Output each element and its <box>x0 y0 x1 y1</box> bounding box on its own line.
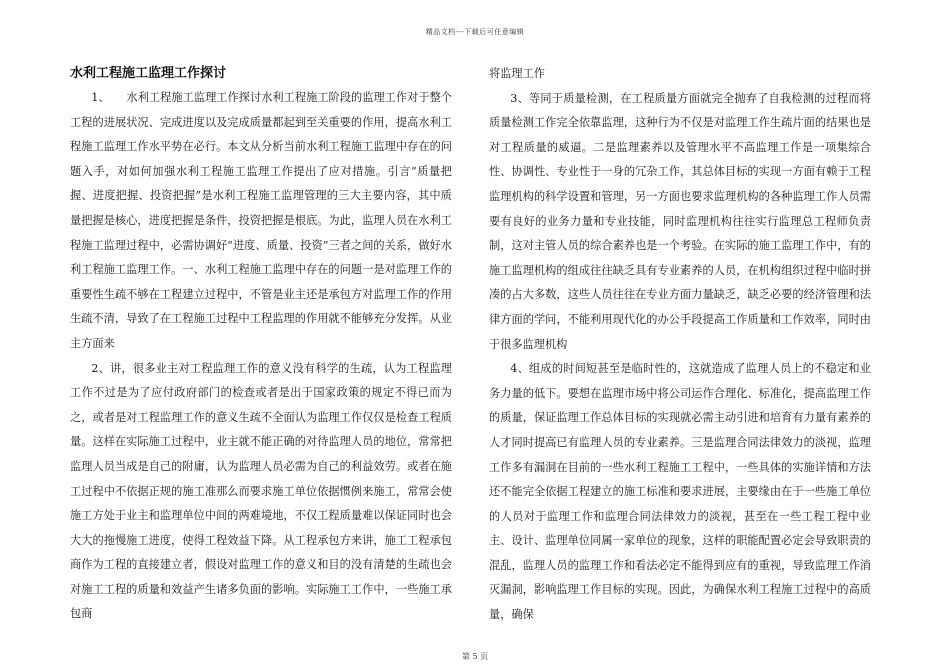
left-column <box>70 62 452 627</box>
paragraph-3: 3、等同于质量检测，在工程质量方面就完全抛弃了自我检测的过程而将质量检测工作完全依靠监理，这种行为不仅是对监理工作生疏片面的结果也是对工程质量的威逼。二是监理素养以及管理水平不高监理工作是一项集综合性、协调性、专业性于一身的冗杂工作，其总体目标的实现一方面有赖于工程监理机构的科学设置和管理，另一方面也要求监理机构的各种监理工作人员需要有良好的业务力量和专业技能，同时监理机构往往实行监理总工程师负责制，这对主管人员的综合素养也是一个考验。在实际的施工监理工作中，有的施工监理机构的组成往往缺乏具有专业素养的人员，在机构组织过程中临时拼凑的占大多数，这些人员往往在专业方面力量缺乏，缺乏必要的经济管理和法律方面的学问，不能利用现代化的办公手段提高工作质量和工作效率，同时由于很多监理机构 <box>489 91 871 351</box>
paragraph-1: 1、 水利工程施工监理工作探讨水利工程施工阶段的监理工作对于整个工程的进展状况、完成进度以及完成质量都起到至关重要的作用，提高水利工程施工监理工作水平势在必行。本文从分析当前水利工程施工监理中存在的问题入手，对如何加强水利工程施工监理工作提出了应对措施。引言“质量把握、进度把握、投资把握”是水利工程施工监理管理的三大主要内容，其中质量把握是核心，进度把握是条件，投资把握是根底。为此，监理人员在水利工程施工监理过程中，必需协调好“进度、质量、投资”三者之间的关系，做好水利工程施工监理工作。一、水利工程施工监理中存在的问题一是对监理工作的重要性生疏不够在工程建立过程中，不管是业主还是承包方对监理工作的作用生疏不清，导致了在工程施工过程中工程监理的作用就不能够充分发挥。从业主方面来 <box>70 91 452 350</box>
paragraph-2: 2、讲，很多业主对工程监理工作的意义没有科学的生疏，认为工程监理工作不过是为了应付政府部门的检查或者是出于国家政策的规定不得已而为之，或者是对工程监理工作的意义生疏不全面认为监理工作仅仅是检查工程质量。这样在实际施工过程中，业主就不能正确的对待监理人员的地位，常常把监理人员当成是自己的附庸，认为监理人员必需为自己的利益效劳。或者在施工过程中不依据正规的施工准那么而要求施工单位依据惯例来施工，常常会使施工方处于业主和监理单位中间的两难境地，不仅工程质量难以保证同时也会大大的拖慢施工进度，使得工程效益下降。从工程承包方来讲，施工工程承包商作为工程的直接建立者，假设对监理工作的意义和目的没有清楚的生疏也会对施工工程的质量和效益产生诸多负面的影响。实际施工工作中，一些施工承包商 <box>70 361 452 621</box>
document-title: 水利工程施工监理工作探讨 <box>70 66 227 81</box>
page-number: 第 5 页 <box>461 652 489 661</box>
paragraph-4: 4、组成的时间短甚至是临时性的，这就造成了监理人员上的不稳定和业务力量的低下。要想在监理市场中将公司运作合理化、标准化，提高监理工作的质量，保证监理工作总体目标的实现就必需主动引进和培育有力量有素养的人才同时提高已有监理人员的专业素养。三是监理合同法律效力的淡视，监理工作多有漏洞在目前的一些水利工程施工工程中，一些具体的实施详情和方法还不能完全依据工程建立的施工标准和要求进展，主要缘由在于一些施工单位的人员对于监理工作和监理合同法律效力的淡视，甚至在一些工程工程中业主、设计、监理单位同属一家单位的现象，这样的职能配置必定会导致职责的混乱，监理人员的监理工作和看法必定不能得到应有的重视，导致监理工作消灭漏洞，影响监理工作目标的实现。因此，为确保水利工程施工过程中的高质量，确保 <box>489 362 871 622</box>
right-column <box>489 62 871 628</box>
header-note: 精品文档---下载后可任意编辑 <box>425 28 525 36</box>
paragraph-continuation: 将监理工作 <box>489 67 545 80</box>
